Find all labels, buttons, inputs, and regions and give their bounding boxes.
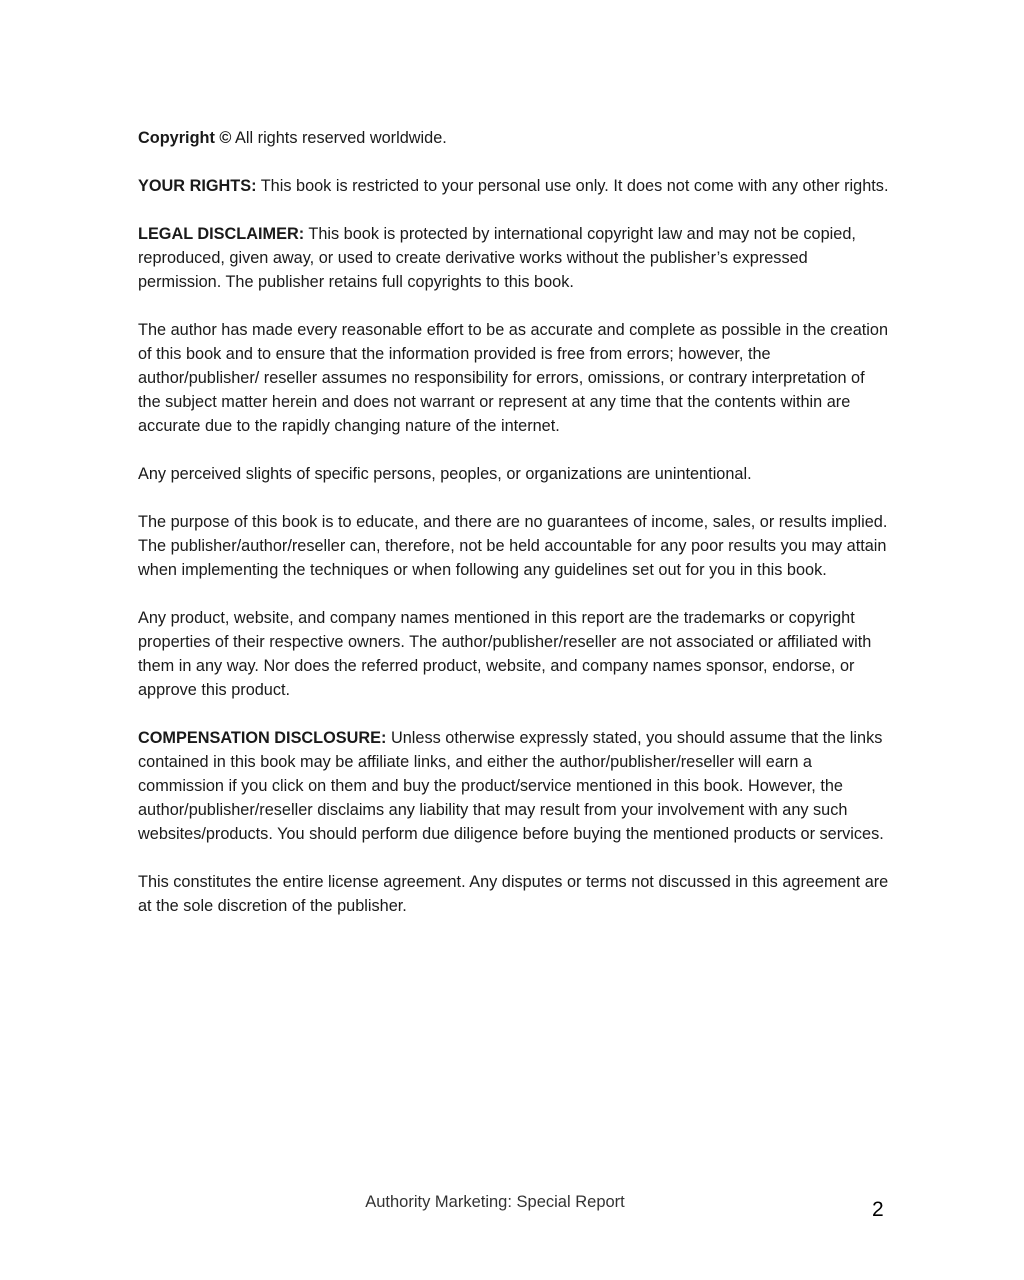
footer-title: Authority Marketing: Special Report (365, 1193, 625, 1211)
page-number: 2 (872, 1198, 884, 1221)
license-agreement-text: This constitutes the entire license agreement. Any disputes or terms not discussed in this agreement are at the sole discretion of the publisher. (138, 873, 889, 915)
trademarks-paragraph (138, 606, 890, 702)
document-body (138, 126, 890, 942)
copyright-text: All rights reserved worldwide. (231, 129, 447, 147)
trademarks-text: Any product, website, and company names mentioned in this report are the trademarks or copyright properties of their respective owners. The author/publisher/reseller are not associated or affiliated with them in any way. Nor does the referred product, website, and company names sponsor, endorse, or approve this product. (138, 609, 872, 699)
legal-disclaimer-label: LEGAL DISCLAIMER: (138, 225, 305, 243)
purpose-paragraph (138, 510, 890, 582)
accuracy-paragraph (138, 318, 890, 438)
your-rights-paragraph (138, 174, 890, 198)
slights-paragraph (138, 462, 890, 486)
purpose-text: The purpose of this book is to educate, and there are no guarantees of income, sales, or results implied. The publisher/author/reseller can, therefore, not be held accountable for any poor results you may attain when implementing the techniques or when following any guidelines set out for you in this book. (138, 513, 888, 579)
compensation-disclosure-label: COMPENSATION DISCLOSURE: (138, 729, 387, 747)
legal-disclaimer-text: This book is protected by international copyright law and may not be copied, reproduced, given away, or used to create derivative works without the publisher’s expressed permission. The publisher retains full copyrights to this book. (138, 225, 856, 291)
compensation-disclosure-text: Unless otherwise expressly stated, you should assume that the links contained in this book may be affiliate links, and either the author/publisher/reseller will earn a commission if you click on them and buy the product/service mentioned in this book. However, the author/publisher/reseller disclaims any liability that may result from your involvement with any such websites/products. You should perform due diligence before buying the mentioned products or services. (138, 729, 884, 843)
slights-text: Any perceived slights of specific persons, peoples, or organizations are unintentional. (138, 465, 752, 483)
your-rights-label: YOUR RIGHTS: (138, 177, 257, 195)
copyright-paragraph (138, 126, 890, 150)
legal-disclaimer-paragraph (138, 222, 890, 294)
your-rights-text: This book is restricted to your personal use only. It does not come with any other rights. (256, 177, 889, 195)
license-agreement-paragraph (138, 870, 890, 918)
accuracy-text: The author has made every reasonable effort to be as accurate and complete as possible in the creation of this book and to ensure that the information provided is free from errors; however, the author/publisher/ reseller assumes no responsibility for errors, omissions, or contrary interpretation of the subject matter herein and does not warrant or represent at any time that the contents within are accurate due to the rapidly changing nature of the internet. (138, 321, 888, 435)
compensation-disclosure-paragraph (138, 726, 890, 846)
copyright-label: Copyright © (138, 129, 232, 147)
